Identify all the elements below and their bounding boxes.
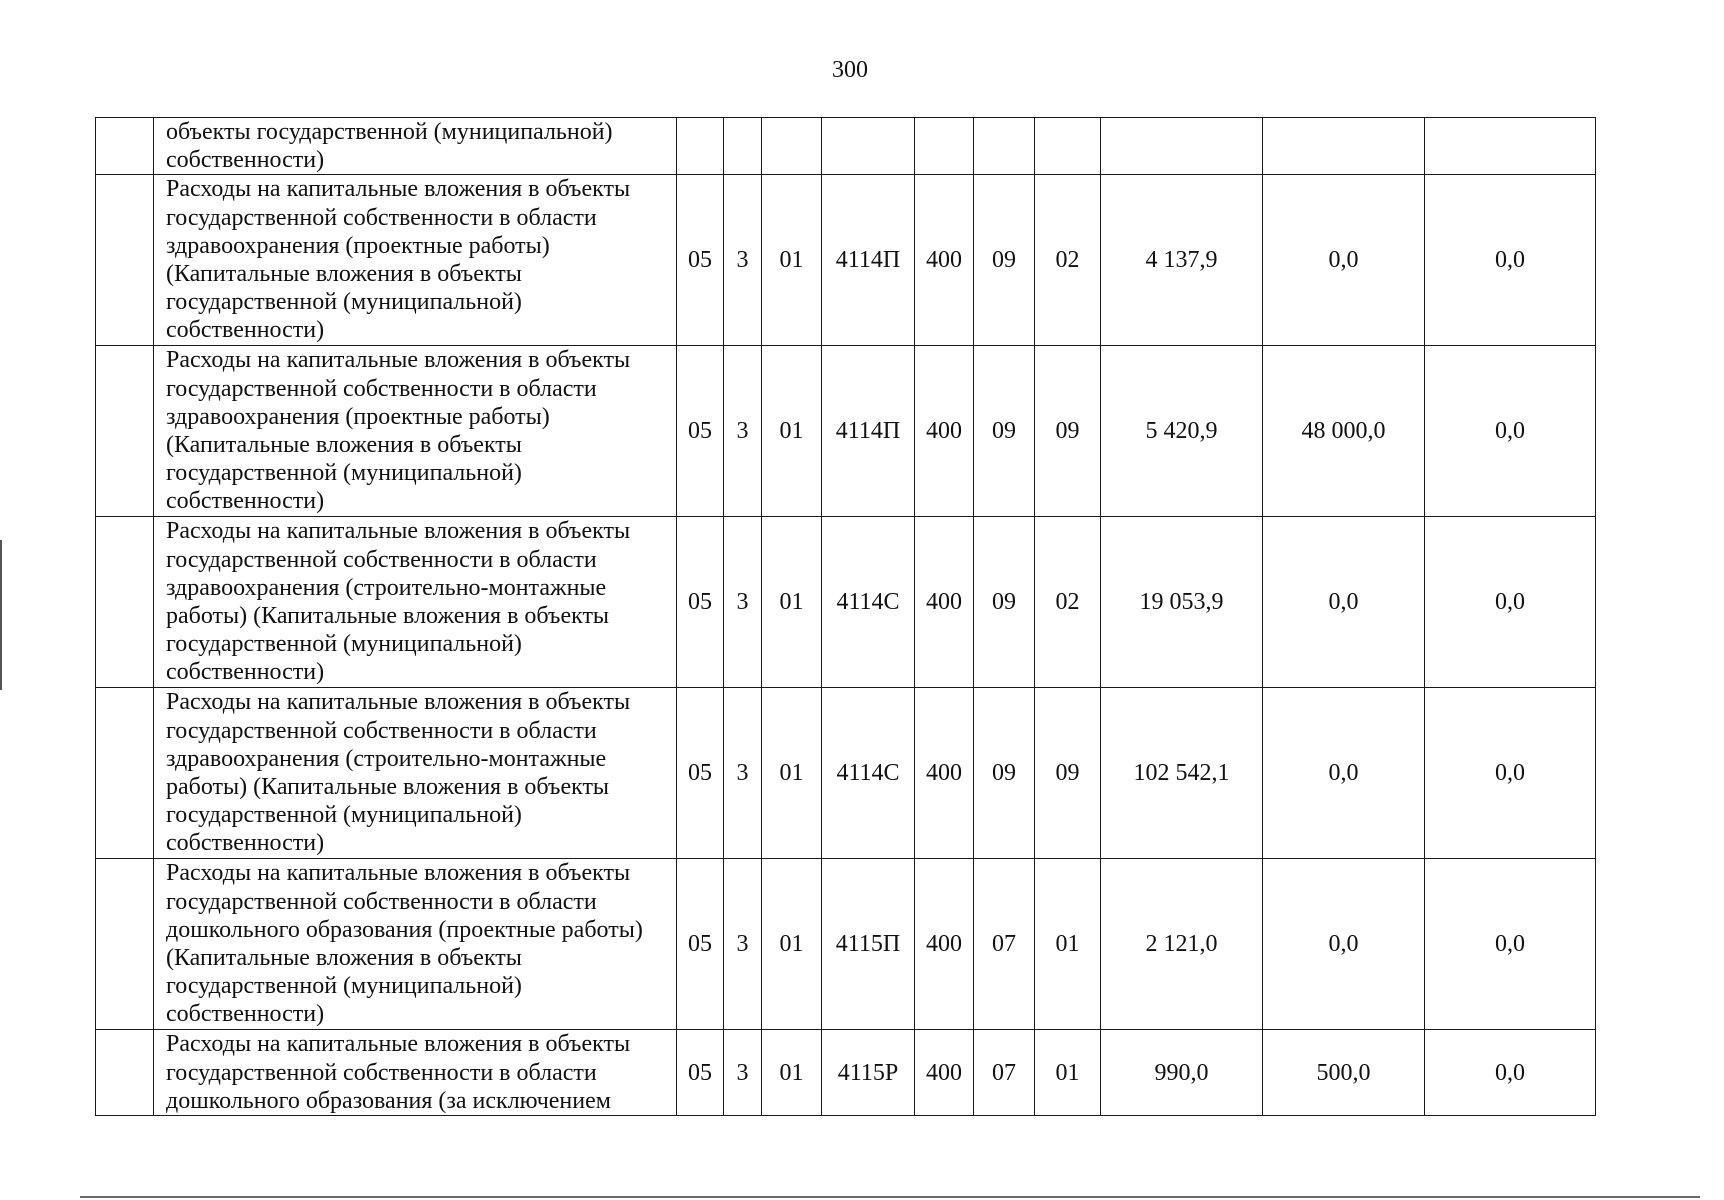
code-cell-3: 01 [762,859,822,1030]
code-cell-4: 4115П [822,859,915,1030]
table-row [96,688,1596,859]
code-cell-4: 4114С [822,688,915,859]
row-number-cell [96,1030,154,1116]
description-cell: Расходы на капитальные вложения в объекты государственной собственности в области дошкольного образования (за исключением [154,1030,677,1116]
amount-cell-2: 0,0 [1263,859,1425,1030]
scan-bottom-rule [80,1196,1700,1198]
code-cell-1: 05 [677,688,724,859]
code-cell-6: 09 [974,688,1035,859]
code-cell-1 [677,118,724,175]
table-row [96,118,1596,175]
code-cell-3 [762,118,822,175]
amount-cell-1: 4 137,9 [1101,175,1263,346]
code-cell-2: 3 [724,688,762,859]
code-cell-3: 01 [762,1030,822,1116]
code-cell-6: 07 [974,1030,1035,1116]
code-cell-4: 4114П [822,346,915,517]
code-cell-4: 4114С [822,517,915,688]
row-number-cell [96,175,154,346]
code-cell-2 [724,118,762,175]
code-cell-3: 01 [762,175,822,346]
table-row [96,517,1596,688]
code-cell-3: 01 [762,346,822,517]
code-cell-3: 01 [762,688,822,859]
amount-cell-2: 48 000,0 [1263,346,1425,517]
code-cell-5: 400 [915,688,974,859]
description-cell: Расходы на капитальные вложения в объекты государственной собственности в области здравоохранения (проектные работы) (Капитальные вложения в объекты государственной (муниципальной) собственности) [154,346,677,517]
amount-cell-1: 102 542,1 [1101,688,1263,859]
code-cell-6: 07 [974,859,1035,1030]
code-cell-5: 400 [915,175,974,346]
code-cell-6 [974,118,1035,175]
description-cell: объекты государственной (муниципальной) собственности) [154,118,677,175]
row-number-cell [96,346,154,517]
code-cell-1: 05 [677,1030,724,1116]
code-cell-5 [915,118,974,175]
code-cell-2: 3 [724,175,762,346]
code-cell-7: 01 [1035,859,1101,1030]
code-cell-4 [822,118,915,175]
row-number-cell [96,688,154,859]
code-cell-1: 05 [677,175,724,346]
description-cell: Расходы на капитальные вложения в объекты государственной собственности в области дошкольного образования (проектные работы) (Капитальные вложения в объекты государственной (муниципальной) собственности) [154,859,677,1030]
amount-cell-1: 5 420,9 [1101,346,1263,517]
amount-cell-1: 2 121,0 [1101,859,1263,1030]
description-cell: Расходы на капитальные вложения в объекты государственной собственности в области здравоохранения (строительно-монтажные работы) (Капитальные вложения в объекты государственной (муниципальной) собственности) [154,688,677,859]
amount-cell-3 [1425,118,1596,175]
code-cell-2: 3 [724,859,762,1030]
table-row [96,175,1596,346]
amount-cell-2: 0,0 [1263,175,1425,346]
code-cell-5: 400 [915,346,974,517]
row-number-cell [96,517,154,688]
code-cell-4: 4114П [822,175,915,346]
code-cell-5: 400 [915,859,974,1030]
code-cell-7 [1035,118,1101,175]
amount-cell-3: 0,0 [1425,175,1596,346]
amount-cell-2 [1263,118,1425,175]
code-cell-4: 4115Р [822,1030,915,1116]
row-number-cell [96,859,154,1030]
amount-cell-3: 0,0 [1425,859,1596,1030]
code-cell-1: 05 [677,346,724,517]
amount-cell-1: 990,0 [1101,1030,1263,1116]
code-cell-6: 09 [974,346,1035,517]
row-number-cell [96,118,154,175]
description-cell: Расходы на капитальные вложения в объекты государственной собственности в области здравоохранения (проектные работы) (Капитальные вложения в объекты государственной (муниципальной) собственности) [154,175,677,346]
code-cell-7: 01 [1035,1030,1101,1116]
scan-edge-mark [0,540,2,690]
amount-cell-3: 0,0 [1425,1030,1596,1116]
amount-cell-2: 0,0 [1263,517,1425,688]
code-cell-2: 3 [724,1030,762,1116]
code-cell-7: 02 [1035,517,1101,688]
code-cell-7: 09 [1035,346,1101,517]
code-cell-7: 09 [1035,688,1101,859]
amount-cell-1: 19 053,9 [1101,517,1263,688]
code-cell-7: 02 [1035,175,1101,346]
code-cell-2: 3 [724,346,762,517]
code-cell-2: 3 [724,517,762,688]
table-row [96,346,1596,517]
code-cell-3: 01 [762,517,822,688]
code-cell-5: 400 [915,1030,974,1116]
code-cell-6: 09 [974,175,1035,346]
code-cell-6: 09 [974,517,1035,688]
amount-cell-2: 0,0 [1263,688,1425,859]
page-number: 300 [832,57,868,83]
amount-cell-2: 500,0 [1263,1030,1425,1116]
table-row [96,1030,1596,1116]
amount-cell-3: 0,0 [1425,688,1596,859]
description-cell: Расходы на капитальные вложения в объекты государственной собственности в области здравоохранения (строительно-монтажные работы) (Капитальные вложения в объекты государственной (муниципальной) собственности) [154,517,677,688]
code-cell-5: 400 [915,517,974,688]
budget-table [95,117,1596,1116]
amount-cell-3: 0,0 [1425,346,1596,517]
code-cell-1: 05 [677,859,724,1030]
amount-cell-1 [1101,118,1263,175]
code-cell-1: 05 [677,517,724,688]
amount-cell-3: 0,0 [1425,517,1596,688]
table-row [96,859,1596,1030]
